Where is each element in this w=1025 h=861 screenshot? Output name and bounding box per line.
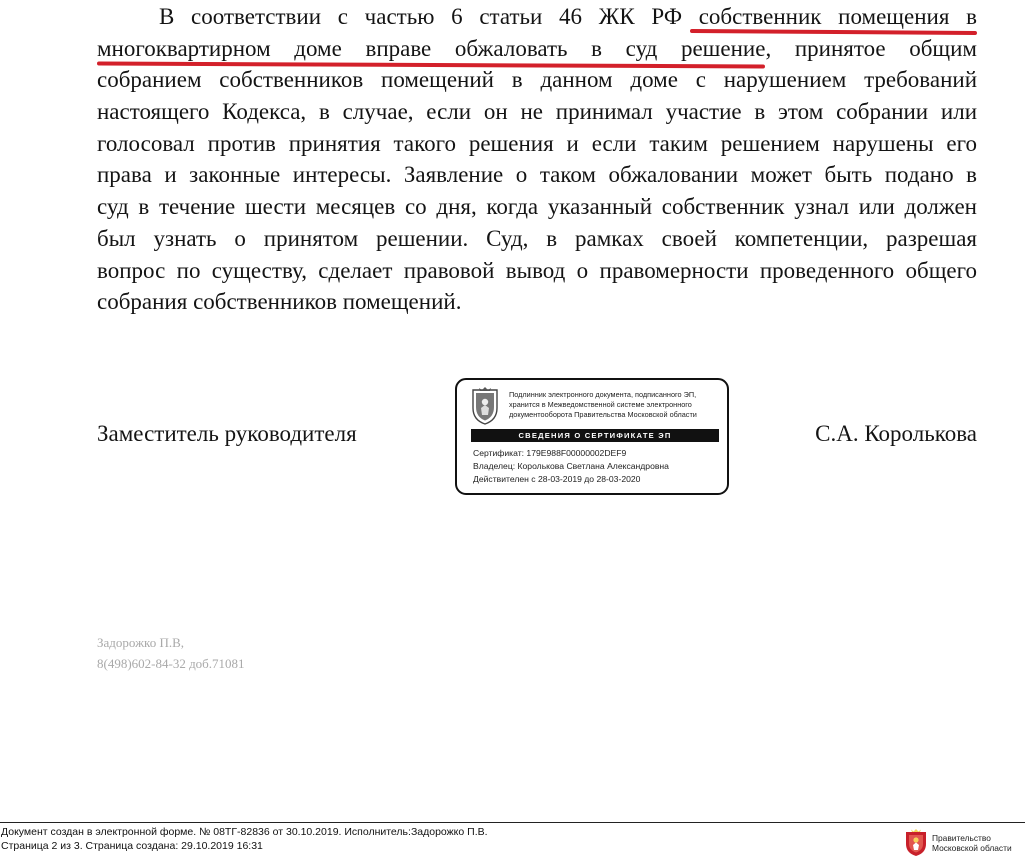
logo-text-line-1: Правительство: [932, 833, 991, 843]
digital-signature-stamp: [455, 378, 729, 495]
main-paragraph: [97, 1, 977, 318]
government-logo-text: [932, 833, 1012, 853]
paragraph-line-9: вопрос по существу, сделает правовой вывод о правомерности проведенного общего: [97, 257, 977, 283]
stamp-note-line-1: Подлинник электронного документа, подписанного ЭП,: [509, 390, 697, 399]
highlighted-text-2: многоквартирном доме вправе обжаловать в суд решение: [97, 35, 766, 61]
certificate-number: Сертификат: 179E988F00000002DEF9: [473, 448, 627, 458]
executor-name: Задорожко П.В,: [97, 635, 185, 650]
paragraph-line-6: права и законные интересы. Заявление о таком обжаловании может быть подано в: [97, 162, 977, 188]
paragraph-line-10: собрания собственников помещений.: [97, 289, 462, 315]
paragraph-line-3: собранием собственников помещений в данном доме с нарушением требований: [97, 67, 977, 93]
signatory-name: С.А. Королькова: [815, 421, 977, 446]
executor-phone: 8(498)602-84-32 доб.71081: [97, 656, 245, 671]
footer-info: [1, 825, 488, 853]
certificate-validity: Действителен с 28-03-2019 до 28-03-2020: [473, 474, 641, 484]
government-logo-icon: [905, 829, 927, 857]
paragraph-line-8: был узнать о принятом решении. Суд, в рамках своей компетенции, разрешая: [97, 225, 977, 251]
paragraph-line-1: [97, 1, 977, 33]
stamp-note-line-2: хранится в Межведомственной системе электронного: [509, 400, 692, 409]
stamp-note-line-3: документооборота Правительства Московской области: [509, 410, 697, 419]
signatory-position: Заместитель руководителя: [97, 421, 357, 446]
logo-text-line-2: Московской области: [932, 843, 1012, 853]
footer-line-2: Страница 2 из 3. Страница создана: 29.10.2019 16:31: [1, 840, 263, 852]
executor-contact: [97, 632, 245, 674]
paragraph-line-5: голосовал против принятия такого решения и если таким решением нарушены его: [97, 130, 977, 156]
highlighted-text-1: собственник помещения в: [698, 4, 977, 29]
paragraph-line-7: суд в течение шести месяцев со дня, когда указанный собственник узнал или должен: [97, 194, 977, 220]
stamp-note: [509, 390, 729, 420]
paragraph-line-2: [97, 33, 977, 65]
certificate-header-bar: СВЕДЕНИЯ О СЕРТИФИКАТЕ ЭП: [471, 429, 719, 442]
certificate-owner: Владелец: Королькова Светлана Александровна: [473, 461, 669, 471]
paragraph-text-intro: В соответствии с частью 6 статьи 46 ЖК РФ: [159, 4, 699, 29]
paragraph-text-continued: , принятое общим: [765, 35, 977, 61]
coat-of-arms-icon: [470, 386, 500, 426]
footer-divider: [0, 822, 1025, 823]
footer-line-1: Документ создан в электронной форме. № 08ТГ-82836 от 30.10.2019. Исполнитель:Задорожко П.В.: [1, 826, 488, 838]
paragraph-line-4: настоящего Кодекса, в случае, если он не принимал участие в этом собрании или: [97, 99, 977, 125]
